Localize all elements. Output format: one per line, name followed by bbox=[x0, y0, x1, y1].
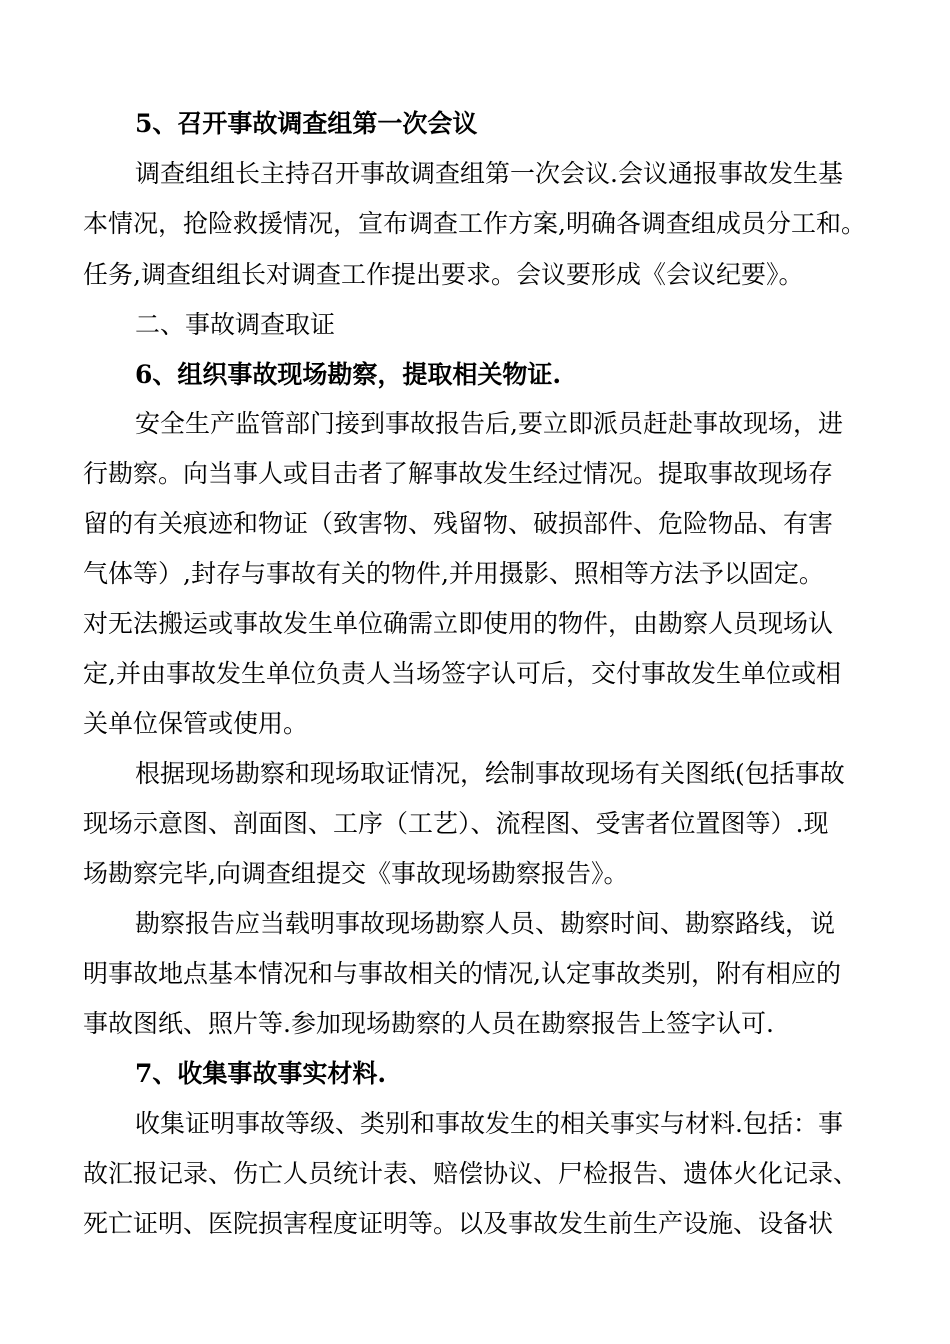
paragraph-line: 故汇报记录、伤亡人员统计表、赔偿协议、尸检报告、遗体火化记录、 bbox=[83, 1159, 859, 1188]
paragraph-line: 行勘察。向当事人或目击者了解事故发生经过情况。提取事故现场存 bbox=[83, 459, 834, 488]
paragraph-line: 事故图纸、照片等.参加现场勘察的人员在勘察报告上签字认可. bbox=[83, 1009, 774, 1038]
paragraph-line: 对无法搬运或事故发生单位确需立即使用的物件，由勘察人员现场认 bbox=[83, 609, 834, 638]
paragraph-line: 根据现场勘察和现场取证情况，绘制事故现场有关图纸(包括事故 bbox=[135, 759, 845, 788]
paragraph-line: 任务,调查组组长对调查工作提出要求。会议要形成《会议纪要》。 bbox=[83, 260, 804, 289]
section-heading-2: 二、事故调查取证 bbox=[135, 310, 336, 339]
paragraph-line: 明事故地点基本情况和与事故相关的情况,认定事故类别，附有相应的 bbox=[83, 959, 841, 988]
paragraph-line: 本情况，抢险救援情况，宣布调查工作方案,明确各调查组成员分工和。 bbox=[83, 209, 866, 238]
paragraph-line: 收集证明事故等级、类别和事故发生的相关事实与材料.包括：事 bbox=[135, 1109, 843, 1138]
paragraph-line: 定,并由事故发生单位负责人当场签字认可后，交付事故发生单位或相 bbox=[83, 659, 841, 688]
paragraph-line: 现场示意图、剖面图、工序（工艺）、流程图、受害者位置图等）.现 bbox=[83, 809, 829, 838]
heading-7: 7、收集事故事实材料. bbox=[135, 1059, 387, 1088]
paragraph-line: 气体等）,封存与事故有关的物件,并用摄影、照相等方法予以固定。 bbox=[83, 559, 824, 588]
paragraph-line: 关单位保管或使用。 bbox=[83, 709, 309, 738]
paragraph-line: 留的有关痕迹和物证（致害物、残留物、破损部件、危险物品、有害 bbox=[83, 509, 834, 538]
paragraph-line: 安全生产监管部门接到事故报告后,要立即派员赶赴事故现场，进 bbox=[135, 409, 843, 438]
heading-5: 5、召开事故调查组第一次会议 bbox=[135, 109, 478, 138]
paragraph-line: 场勘察完毕,向调查组提交《事故现场勘察报告》。 bbox=[83, 859, 629, 888]
paragraph-line: 死亡证明、医院损害程度证明等。以及事故发生前生产设施、设备状 bbox=[83, 1209, 834, 1238]
paragraph-line: 调查组组长主持召开事故调查组第一次会议.会议通报事故发生基 bbox=[135, 159, 843, 188]
heading-6: 6、组织事故现场勘察，提取相关物证. bbox=[135, 360, 562, 389]
paragraph-line: 勘察报告应当载明事故现场勘察人员、勘察时间、勘察路线，说 bbox=[135, 909, 836, 938]
